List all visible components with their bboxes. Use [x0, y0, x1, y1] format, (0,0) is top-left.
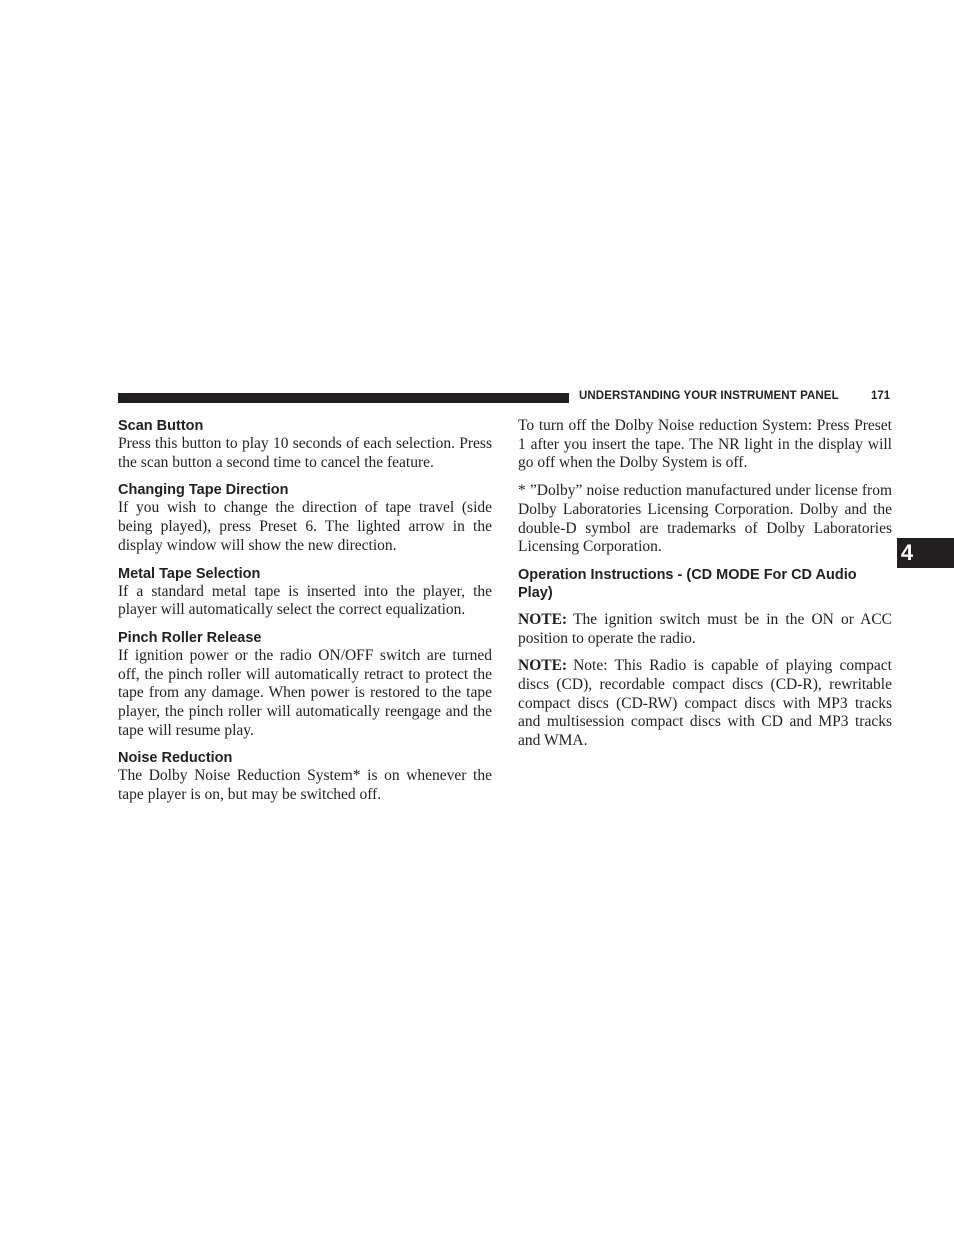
dolby-trademark-paragraph [518, 482, 892, 557]
section-cd-mode [518, 566, 892, 602]
section-body: Press this button to play 10 seconds of each selection. Press the scan button a second time to cancel the feature. [118, 435, 492, 471]
section-heading: Metal Tape Selection [118, 565, 261, 582]
section-body: If you wish to change the direction of tape travel (side being played), press Preset 6. The lighted arrow in the display window will show the new direction. [118, 499, 492, 554]
page-number: 171 [871, 390, 891, 402]
chapter-number: 4 [900, 540, 914, 565]
section-heading: Pinch Roller Release [118, 629, 262, 646]
section-metal-tape-selection [118, 565, 492, 620]
left-column [118, 417, 492, 814]
note-text: Note: This Radio is capable of playing compact discs (CD), recordable compact discs (CD-R), rewritable compact discs (CD-RW) compact discs with MP3 tracks and multisession compact discs with CD and MP3 tracks and WMA. [518, 657, 892, 750]
section-heading: Changing Tape Direction [118, 482, 289, 499]
section-body: If ignition power or the radio ON/OFF switch are turned off, the pinch roller will automatically retract to protect the tape from any damage. When power is restored to the tape player, the pinch roller will automatically reengage and the tape will resume play. [118, 646, 492, 739]
note-paragraph [518, 611, 892, 648]
note-label: NOTE: [518, 657, 568, 675]
section-body: The Dolby Noise Reduction System* is on whenever the tape player is on, but may be switched off. [118, 767, 492, 804]
note-label: NOTE: [518, 610, 568, 628]
note-disc-formats [518, 657, 892, 751]
section-heading: Operation Instructions - (CD MODE For CD Audio Play) [518, 566, 857, 601]
section-scan-button [118, 417, 492, 472]
note-ignition [518, 611, 892, 648]
section-heading: Noise Reduction [118, 750, 233, 767]
paragraph: * ”Dolby” noise reduction manufactured under license from Dolby Laboratories Licensing Corporation. Dolby and the double-D symbol are trademarks of Dolby Laboratories Licensing Corporation. [518, 482, 892, 556]
header-rule [118, 393, 569, 403]
note-text: The ignition switch must be in the ON or ACC position to operate the radio. [518, 610, 892, 647]
paragraph: To turn off the Dolby Noise reduction System: Press Preset 1 after you insert the tape. The NR light in the display will go off when the Dolby System is off. [518, 417, 892, 472]
section-body: If a standard metal tape is inserted into the player, the player will automatically select the correct equalization. [118, 582, 492, 619]
section-pinch-roller-release [118, 629, 492, 741]
dolby-off-paragraph [518, 417, 892, 473]
running-header-title: UNDERSTANDING YOUR INSTRUMENT PANEL [579, 390, 839, 402]
section-heading: Scan Button [118, 418, 204, 434]
note-paragraph [518, 657, 892, 751]
chapter-tab [897, 538, 954, 568]
right-column [518, 417, 892, 760]
section-changing-tape-direction [118, 481, 492, 555]
section-noise-reduction [118, 749, 492, 804]
